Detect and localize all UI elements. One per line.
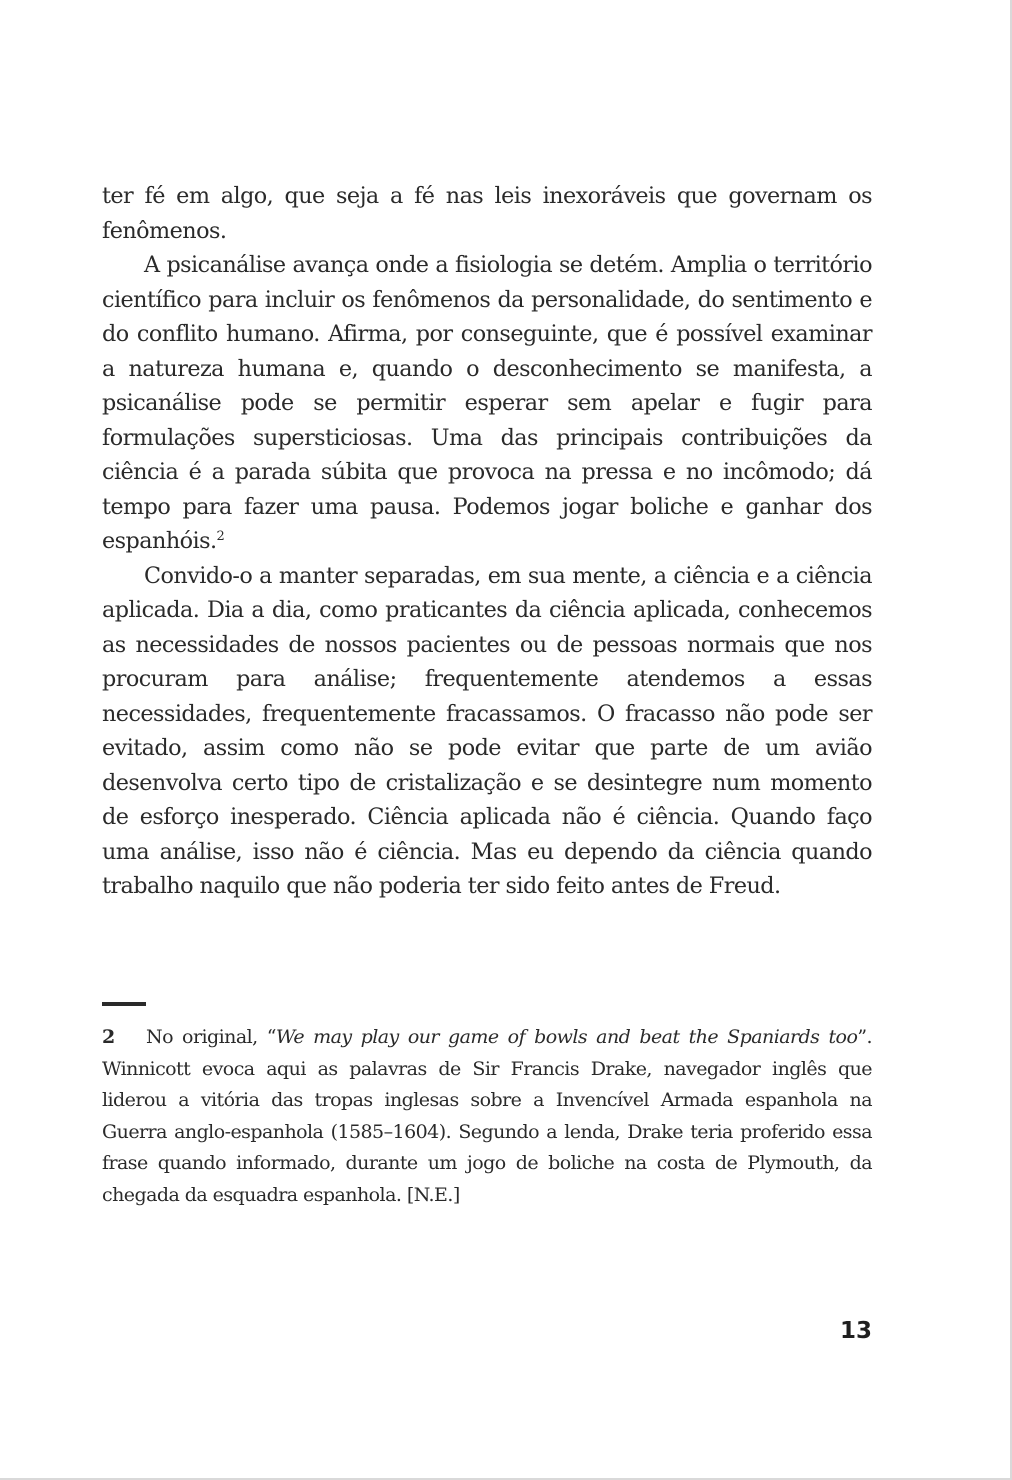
page-number: 13 xyxy=(840,1318,873,1344)
footnote-divider xyxy=(102,1002,146,1006)
footnote-lead: No original, “ xyxy=(146,1026,276,1048)
footnote-quote: We may play our game of bowls and beat the Spaniards too xyxy=(275,1026,858,1048)
footnote xyxy=(102,1022,872,1211)
footnote-number: 2 xyxy=(102,1026,115,1048)
paragraph-2-text: A psicanálise avança onde a fisiologia se detém. Amplia o território científico para incluir os fenômenos da personalidade, do sentimento e do conflito humano. Afirma, por conseguinte, que é possível examinar a natureza humana e, quando o desconhecimento se manifesta, a psicanálise pode se permitir esperar sem apelar e fugir para formulações supersticiosas. Uma das principais contribuições da ciência é a parada súbita que provoca na pressa e no incômodo; dá tempo para fazer uma pausa. Podemos jogar boliche e ganhar dos espanhóis. xyxy=(102,252,872,554)
footnote-text: ”. Winnicott evoca aqui as palavras de Sir Francis Drake, navegador inglês que liderou a vitória das tropas inglesas sobre a Invencível Armada espanhola na Guerra anglo-espanhola (1585–1604). Segundo a lenda, Drake teria proferido essa frase quando informado, durante um jogo de boliche na costa de Plymouth, da chegada da esquadra espanhola. [N.E.] xyxy=(102,1026,872,1206)
footnote-reference[interactable]: 2 xyxy=(216,529,225,544)
paragraph-2 xyxy=(102,248,872,559)
paragraph-1-text: ter fé em algo, que seja a fé nas leis inexoráveis que governam os fenômenos. xyxy=(102,183,872,244)
main-text xyxy=(102,179,872,904)
paragraph-3 xyxy=(102,559,872,904)
paragraph-3-text: Convido-o a manter separadas, em sua mente, a ciência e a ciência aplicada. Dia a dia, como praticantes da ciência aplicada, conhecemos as necessidades de nossos pacientes ou de pessoas normais que nos procuram para análise; frequentemente atendemos a essas necessidades, frequentemente fracassamos. O fracasso não pode ser evitado, assim como não se pode evitar que parte de um avião desenvolva certo tipo de cristalização e se desintegre num momento de esforço inesperado. Ciência aplicada não é ciência. Quando faço uma análise, isso não é ciência. Mas eu dependo da ciência quando trabalho naquilo que não poderia ter sido feito antes de Freud. xyxy=(102,562,872,899)
paragraph-1 xyxy=(102,179,872,248)
